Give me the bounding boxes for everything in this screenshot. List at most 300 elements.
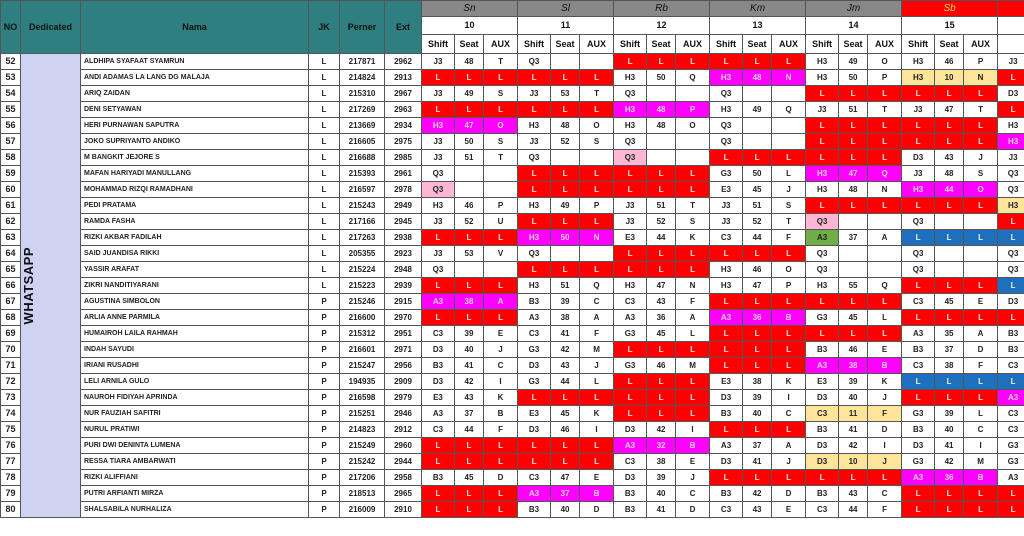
agent-name: JOKO SUPRIYANTO ANDIKO xyxy=(81,134,309,150)
schedule-cell-aux: P xyxy=(772,278,806,294)
schedule-cell-aux xyxy=(676,86,710,102)
schedule-cell-shift: L xyxy=(422,310,455,326)
schedule-cell-seat: 39 xyxy=(647,470,676,486)
schedule-cell-shift: H3 xyxy=(806,54,839,70)
day-number-overflow xyxy=(998,17,1024,35)
schedule-cell-seat: 48 xyxy=(455,54,484,70)
schedule-cell-shift: L xyxy=(518,390,551,406)
schedule-cell-seat: 38 xyxy=(551,310,580,326)
schedule-cell-seat: 50 xyxy=(839,70,868,86)
agent-perner: 205355 xyxy=(340,246,385,262)
schedule-cell-shift: L xyxy=(518,262,551,278)
schedule-cell-seat: 47 xyxy=(551,470,580,486)
schedule-cell-seat: 42 xyxy=(743,486,772,502)
agent-name: PEDI PRATAMA xyxy=(81,198,309,214)
schedule-cell-shift: L xyxy=(806,134,839,150)
agent-gender: P xyxy=(309,326,340,342)
schedule-cell-seat: 41 xyxy=(743,454,772,470)
schedule-cell-shift: L xyxy=(614,246,647,262)
row-number: 59 xyxy=(1,166,21,182)
agent-gender: P xyxy=(309,438,340,454)
schedule-cell-aux: E xyxy=(580,470,614,486)
agent-ext: 2913 xyxy=(385,70,422,86)
schedule-cell-aux: L xyxy=(964,278,998,294)
schedule-cell-shift: L xyxy=(614,166,647,182)
agent-perner: 216600 xyxy=(340,310,385,326)
row-number: 72 xyxy=(1,374,21,390)
schedule-cell-seat: L xyxy=(935,502,964,518)
schedule-cell-shift: L xyxy=(710,358,743,374)
schedule-cell-shift: L xyxy=(902,502,935,518)
schedule-cell-shift: C3 xyxy=(422,326,455,342)
schedule-cell-aux: K xyxy=(484,390,518,406)
schedule-cell-shift: Q3 xyxy=(422,262,455,278)
subheader-overflow xyxy=(998,35,1024,54)
schedule-cell-seat: 55 xyxy=(839,278,868,294)
schedule-cell-aux: L xyxy=(964,118,998,134)
agent-ext: 2971 xyxy=(385,342,422,358)
schedule-cell-seat: 52 xyxy=(647,214,676,230)
agent-name: ANDI ADAMAS LA LANG DG MALAJA xyxy=(81,70,309,86)
agent-perner: 215246 xyxy=(340,294,385,310)
schedule-cell-shift: L xyxy=(998,486,1024,502)
schedule-cell-seat: L xyxy=(839,150,868,166)
day-number-cell: 15 xyxy=(902,17,998,35)
row-number: 56 xyxy=(1,118,21,134)
schedule-cell-shift: L xyxy=(710,342,743,358)
schedule-cell-seat: 50 xyxy=(455,134,484,150)
schedule-cell-seat: 45 xyxy=(551,406,580,422)
row-number: 62 xyxy=(1,214,21,230)
schedule-cell-seat: 10 xyxy=(935,70,964,86)
schedule-cell-aux: D xyxy=(868,422,902,438)
schedule-cell-seat: L xyxy=(839,198,868,214)
subheader-shift: Shift xyxy=(710,35,743,54)
schedule-cell-aux: N xyxy=(772,70,806,86)
table-row xyxy=(1,166,1024,182)
schedule-cell-aux: B xyxy=(964,470,998,486)
schedule-cell-shift: L xyxy=(614,342,647,358)
schedule-cell-shift: B3 xyxy=(998,326,1024,342)
subheader-shift: Shift xyxy=(902,35,935,54)
schedule-cell-aux xyxy=(964,262,998,278)
schedule-cell-aux: J xyxy=(868,454,902,470)
schedule-cell-aux: L xyxy=(484,230,518,246)
subheader-shift: Shift xyxy=(422,35,455,54)
header-no: NO xyxy=(1,1,21,54)
schedule-cell-seat: L xyxy=(935,86,964,102)
subheader-shift: Shift xyxy=(806,35,839,54)
table-row xyxy=(1,262,1024,278)
agent-gender: L xyxy=(309,150,340,166)
agent-gender: L xyxy=(309,70,340,86)
schedule-cell-seat: 37 xyxy=(455,406,484,422)
schedule-cell-aux xyxy=(772,134,806,150)
agent-ext: 2960 xyxy=(385,438,422,454)
agent-ext: 2978 xyxy=(385,182,422,198)
schedule-cell-aux: L xyxy=(484,102,518,118)
schedule-cell-aux: E xyxy=(868,342,902,358)
schedule-cell-shift: H3 xyxy=(998,198,1024,214)
schedule-cell-shift: D3 xyxy=(710,390,743,406)
schedule-cell-seat: 51 xyxy=(647,198,676,214)
schedule-cell-seat: 51 xyxy=(455,150,484,166)
schedule-cell-seat: L xyxy=(551,102,580,118)
schedule-cell-aux: D xyxy=(580,502,614,518)
schedule-cell-seat: 32 xyxy=(647,438,676,454)
schedule-cell-shift: H3 xyxy=(518,118,551,134)
agent-gender: L xyxy=(309,166,340,182)
schedule-cell-shift: C3 xyxy=(422,422,455,438)
table-row xyxy=(1,150,1024,166)
schedule-cell-shift: C3 xyxy=(998,422,1024,438)
schedule-cell-seat: 46 xyxy=(839,342,868,358)
table-row xyxy=(1,134,1024,150)
schedule-cell-shift: B3 xyxy=(998,342,1024,358)
row-number: 73 xyxy=(1,390,21,406)
schedule-cell-seat: 52 xyxy=(455,214,484,230)
schedule-cell-aux xyxy=(868,262,902,278)
schedule-cell-shift: E3 xyxy=(422,390,455,406)
schedule-cell-shift: L xyxy=(614,406,647,422)
schedule-cell-shift: J3 xyxy=(998,54,1024,70)
schedule-cell-seat: 46 xyxy=(455,198,484,214)
schedule-cell-seat: 41 xyxy=(551,326,580,342)
agent-perner: 214823 xyxy=(340,422,385,438)
agent-gender: P xyxy=(309,310,340,326)
schedule-cell-aux xyxy=(868,246,902,262)
schedule-cell-seat: 38 xyxy=(935,358,964,374)
schedule-cell-aux: O xyxy=(772,262,806,278)
row-number: 57 xyxy=(1,134,21,150)
schedule-cell-aux: I xyxy=(964,438,998,454)
row-number: 60 xyxy=(1,182,21,198)
header-nama: Nama xyxy=(81,1,309,54)
schedule-cell-seat: L xyxy=(647,246,676,262)
schedule-cell-seat: 47 xyxy=(839,166,868,182)
schedule-cell-shift: G3 xyxy=(806,310,839,326)
schedule-cell-seat: L xyxy=(455,278,484,294)
schedule-cell-shift: H3 xyxy=(710,70,743,86)
schedule-cell-shift: B3 xyxy=(614,502,647,518)
schedule-cell-seat xyxy=(839,246,868,262)
schedule-cell-aux: F xyxy=(868,502,902,518)
schedule-cell-aux: L xyxy=(964,390,998,406)
schedule-cell-seat xyxy=(935,214,964,230)
schedule-cell-seat: L xyxy=(551,438,580,454)
schedule-cell-seat: L xyxy=(743,54,772,70)
schedule-cell-shift: L xyxy=(902,278,935,294)
schedule-cell-seat: L xyxy=(455,438,484,454)
schedule-cell-seat: 47 xyxy=(647,278,676,294)
schedule-cell-shift: B3 xyxy=(902,342,935,358)
schedule-cell-aux: D xyxy=(772,486,806,502)
schedule-cell-shift: L xyxy=(518,70,551,86)
schedule-cell-aux: S xyxy=(676,214,710,230)
schedule-cell-shift: Q3 xyxy=(998,262,1024,278)
schedule-cell-aux: O xyxy=(580,118,614,134)
schedule-cell-shift: D3 xyxy=(518,422,551,438)
schedule-cell-shift: L xyxy=(422,486,455,502)
schedule-cell-aux: I xyxy=(484,374,518,390)
schedule-cell-shift: H3 xyxy=(710,278,743,294)
schedule-cell-aux: C xyxy=(868,486,902,502)
schedule-cell-seat: 45 xyxy=(743,182,772,198)
schedule-cell-aux: L xyxy=(676,342,710,358)
schedule-cell-shift: H3 xyxy=(806,278,839,294)
agent-perner: 194935 xyxy=(340,374,385,390)
schedule-cell-seat: 36 xyxy=(743,310,772,326)
schedule-cell-aux: P xyxy=(676,102,710,118)
schedule-cell-shift: H3 xyxy=(614,278,647,294)
schedule-cell-aux: L xyxy=(580,70,614,86)
schedule-cell-shift: D3 xyxy=(998,294,1024,310)
schedule-cell-shift: C3 xyxy=(710,230,743,246)
schedule-cell-seat: 38 xyxy=(455,294,484,310)
row-number: 52 xyxy=(1,54,21,70)
schedule-cell-shift: Q3 xyxy=(422,166,455,182)
schedule-cell-aux: K xyxy=(772,374,806,390)
schedule-cell-shift: J3 xyxy=(614,198,647,214)
table-row xyxy=(1,198,1024,214)
schedule-cell-shift: A3 xyxy=(998,470,1024,486)
table-row xyxy=(1,438,1024,454)
agent-ext: 2910 xyxy=(385,502,422,518)
schedule-cell-shift: J3 xyxy=(710,198,743,214)
agent-ext: 2948 xyxy=(385,262,422,278)
schedule-cell-aux xyxy=(580,54,614,70)
agent-name: ALDHIPA SYAFAAT SYAMRUN xyxy=(81,54,309,70)
agent-name: RAMDA FASHA xyxy=(81,214,309,230)
schedule-cell-shift: L xyxy=(998,102,1024,118)
schedule-cell-aux: L xyxy=(580,166,614,182)
schedule-cell-shift: A3 xyxy=(614,438,647,454)
schedule-cell-shift: J3 xyxy=(422,214,455,230)
agent-perner: 213669 xyxy=(340,118,385,134)
table-row xyxy=(1,214,1024,230)
schedule-cell-aux: L xyxy=(868,118,902,134)
schedule-cell-seat: L xyxy=(743,342,772,358)
schedule-cell-seat: 51 xyxy=(551,278,580,294)
agent-ext: 2915 xyxy=(385,294,422,310)
schedule-cell-seat: 41 xyxy=(647,502,676,518)
schedule-cell-seat: L xyxy=(647,374,676,390)
schedule-cell-shift: L xyxy=(710,470,743,486)
schedule-cell-shift: L xyxy=(902,486,935,502)
schedule-cell-seat: 37 xyxy=(743,438,772,454)
schedule-cell-shift: L xyxy=(902,390,935,406)
schedule-cell-seat: 37 xyxy=(935,342,964,358)
schedule-cell-shift: L xyxy=(422,454,455,470)
schedule-cell-shift: G3 xyxy=(614,326,647,342)
schedule-cell-seat: 43 xyxy=(935,150,964,166)
agent-ext: 2958 xyxy=(385,470,422,486)
schedule-cell-seat: 47 xyxy=(455,118,484,134)
schedule-cell-aux: L xyxy=(580,374,614,390)
schedule-cell-seat: L xyxy=(743,326,772,342)
schedule-cell-seat: L xyxy=(935,278,964,294)
schedule-cell-aux: L xyxy=(772,358,806,374)
schedule-cell-shift: L xyxy=(710,246,743,262)
agent-name: RIZKI ALIFFIANI xyxy=(81,470,309,486)
agent-gender: P xyxy=(309,470,340,486)
agent-ext: 2963 xyxy=(385,102,422,118)
schedule-cell-aux xyxy=(772,118,806,134)
schedule-cell-seat: 35 xyxy=(935,326,964,342)
schedule-cell-seat xyxy=(647,134,676,150)
schedule-cell-seat: 52 xyxy=(743,214,772,230)
subheader-aux: AUX xyxy=(772,35,806,54)
schedule-cell-shift: H3 xyxy=(806,166,839,182)
schedule-cell-aux: L xyxy=(964,406,998,422)
schedule-cell-seat: 37 xyxy=(839,230,868,246)
agent-gender: L xyxy=(309,214,340,230)
subheader-seat: Seat xyxy=(935,35,964,54)
table-row xyxy=(1,486,1024,502)
table-row xyxy=(1,310,1024,326)
subheader-aux: AUX xyxy=(868,35,902,54)
schedule-cell-aux: L xyxy=(772,470,806,486)
schedule-cell-shift: Q3 xyxy=(902,246,935,262)
schedule-cell-shift: D3 xyxy=(614,470,647,486)
agent-name: AGUSTINA SIMBOLON xyxy=(81,294,309,310)
agent-perner: 215249 xyxy=(340,438,385,454)
table-row xyxy=(1,118,1024,134)
agent-perner: 218513 xyxy=(340,486,385,502)
row-number: 71 xyxy=(1,358,21,374)
schedule-cell-shift: C3 xyxy=(998,358,1024,374)
agent-perner: 215310 xyxy=(340,86,385,102)
schedule-cell-aux: P xyxy=(964,54,998,70)
schedule-cell-aux: S xyxy=(964,166,998,182)
schedule-cell-seat: 42 xyxy=(455,374,484,390)
day-name-overflow xyxy=(998,1,1024,17)
schedule-cell-shift: L xyxy=(518,166,551,182)
day-number-cell: 13 xyxy=(710,17,806,35)
schedule-cell-aux: T xyxy=(772,214,806,230)
table-row xyxy=(1,454,1024,470)
agent-ext: 2979 xyxy=(385,390,422,406)
schedule-cell-aux: D xyxy=(484,470,518,486)
agent-gender: P xyxy=(309,422,340,438)
agent-gender: L xyxy=(309,246,340,262)
schedule-cell-shift: L xyxy=(518,214,551,230)
schedule-cell-shift: A3 xyxy=(422,294,455,310)
subheader-seat: Seat xyxy=(743,35,772,54)
schedule-cell-seat: 46 xyxy=(647,358,676,374)
schedule-cell-seat: 46 xyxy=(551,422,580,438)
schedule-cell-aux: S xyxy=(484,86,518,102)
schedule-cell-shift: H3 xyxy=(518,278,551,294)
schedule-cell-shift: C3 xyxy=(998,406,1024,422)
schedule-cell-shift: A3 xyxy=(518,486,551,502)
schedule-cell-aux: L xyxy=(772,294,806,310)
schedule-cell-aux: L xyxy=(484,310,518,326)
schedule-cell-seat xyxy=(647,150,676,166)
schedule-cell-aux xyxy=(580,246,614,262)
schedule-cell-seat: L xyxy=(647,182,676,198)
schedule-cell-seat: 46 xyxy=(935,54,964,70)
schedule-cell-seat: 47 xyxy=(743,278,772,294)
schedule-cell-shift: D3 xyxy=(806,390,839,406)
schedule-cell-aux: F xyxy=(676,294,710,310)
agent-gender: L xyxy=(309,86,340,102)
schedule-cell-shift: J3 xyxy=(902,102,935,118)
agent-gender: L xyxy=(309,262,340,278)
schedule-cell-aux: P xyxy=(868,70,902,86)
schedule-cell-seat: L xyxy=(455,502,484,518)
schedule-cell-seat: 39 xyxy=(455,326,484,342)
schedule-cell-seat: 45 xyxy=(647,326,676,342)
subheader-seat: Seat xyxy=(455,35,484,54)
schedule-cell-shift: L xyxy=(806,294,839,310)
schedule-cell-seat: 42 xyxy=(551,342,580,358)
agent-perner: 216597 xyxy=(340,182,385,198)
row-number: 76 xyxy=(1,438,21,454)
agent-name: SAID JUANDISA RIKKI xyxy=(81,246,309,262)
schedule-cell-shift: L xyxy=(422,230,455,246)
schedule-cell-aux: J xyxy=(580,358,614,374)
schedule-cell-aux: L xyxy=(964,134,998,150)
schedule-cell-aux: L xyxy=(868,134,902,150)
schedule-cell-shift: G3 xyxy=(902,454,935,470)
schedule-cell-seat: L xyxy=(935,198,964,214)
schedule-cell-aux: B xyxy=(676,438,710,454)
schedule-cell-shift: Q3 xyxy=(806,262,839,278)
schedule-cell-seat xyxy=(935,262,964,278)
schedule-cell-seat: 11 xyxy=(839,406,868,422)
schedule-cell-seat xyxy=(743,118,772,134)
schedule-cell-shift: Q3 xyxy=(710,118,743,134)
schedule-cell-aux: L xyxy=(868,294,902,310)
schedule-cell-seat: 51 xyxy=(839,102,868,118)
schedule-cell-shift: A3 xyxy=(710,438,743,454)
agent-gender: P xyxy=(309,486,340,502)
schedule-cell-seat: 39 xyxy=(551,294,580,310)
schedule-cell-aux: L xyxy=(484,278,518,294)
schedule-cell-aux: C xyxy=(772,406,806,422)
schedule-cell-aux: F xyxy=(580,326,614,342)
schedule-cell-aux: L xyxy=(676,326,710,342)
schedule-cell-seat: 40 xyxy=(455,342,484,358)
schedule-cell-shift: L xyxy=(710,422,743,438)
schedule-cell-seat: L xyxy=(743,150,772,166)
schedule-cell-aux: N xyxy=(676,278,710,294)
schedule-cell-seat: 40 xyxy=(551,502,580,518)
schedule-cell-shift: G3 xyxy=(518,374,551,390)
schedule-cell-shift: L xyxy=(806,470,839,486)
schedule-cell-aux: L xyxy=(964,86,998,102)
schedule-cell-seat: L xyxy=(455,310,484,326)
agent-perner: 215224 xyxy=(340,262,385,278)
schedule-cell-seat: 39 xyxy=(935,406,964,422)
schedule-cell-aux: Q xyxy=(580,278,614,294)
schedule-cell-aux: L xyxy=(484,70,518,86)
schedule-cell-shift: J3 xyxy=(998,150,1024,166)
schedule-cell-shift: L xyxy=(806,150,839,166)
schedule-cell-seat: 44 xyxy=(551,374,580,390)
schedule-cell-seat: 48 xyxy=(551,118,580,134)
header-dedicated: Dedicated xyxy=(21,1,81,54)
schedule-cell-seat: 41 xyxy=(455,358,484,374)
schedule-cell-aux: N xyxy=(868,182,902,198)
agent-name: RESSA TIARA AMBARWATI xyxy=(81,454,309,470)
schedule-cell-aux: L xyxy=(580,214,614,230)
schedule-cell-aux: B xyxy=(580,486,614,502)
schedule-cell-seat: 44 xyxy=(935,182,964,198)
schedule-cell-seat: 44 xyxy=(455,422,484,438)
schedule-cell-seat: L xyxy=(839,86,868,102)
